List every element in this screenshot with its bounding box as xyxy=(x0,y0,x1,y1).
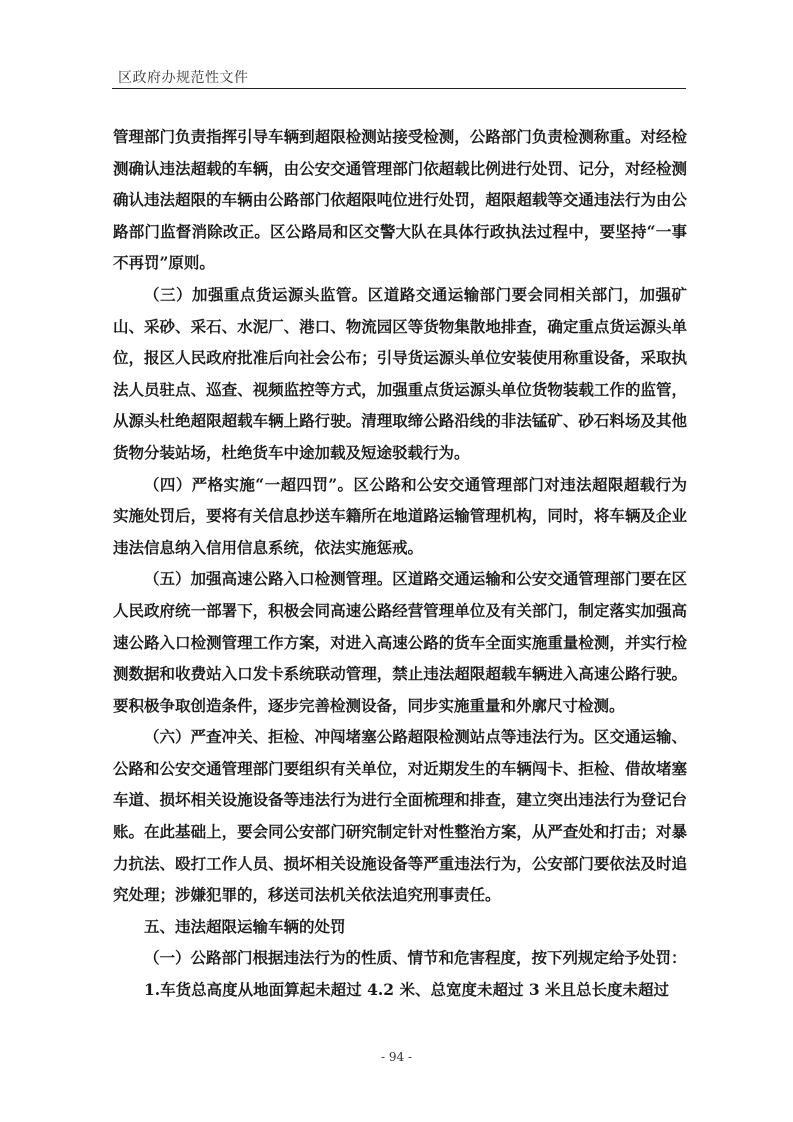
paragraph-section-five: （五）加强高速公路入口检测管理。区道路交通运输和公安交通管理部门要在区人民政府统一部署下，积极会同高速公路经营管理单位及有关部门，制定落实加强高速公路入口检测管理工作方案，对进入高速公路的货车全面实施重量检测，并实行检测数据和收费站入口发卡系统联动管理，禁止违法超限超载车辆进入高速公路行驶。要积极争取创造条件，逐步完善检测设备，同步实施重量和外廓尺寸检测。 xyxy=(113,569,687,715)
page-number: - 94 - xyxy=(380,1050,412,1064)
paragraph-continuation: 管理部门负责指挥引导车辆到超限检测站接受检测，公路部门负责检测称重。对经检测确认违法超载的车辆，由公安交通管理部门依超载比例进行处罚、记分，对经检测确认违法超限的车辆由公路部门依超限吨位进行处罚，超限超载等交通违法行为由公路部门监督消除改正。区公路局和区交警大队在具体行政执法过程中，要坚持“一事不再罚”原则。 xyxy=(113,127,687,273)
document-header-title: 区政府办规范性文件 xyxy=(118,70,249,86)
paragraph-penalty-one: （一）公路部门根据违法行为的性质、情节和危害程度，按下列规定给予处罚： xyxy=(144,948,687,968)
paragraph-section-six: （六）严查冲关、拒检、冲闯堵塞公路超限检测站点等违法行为。区交通运输、公路和公安交通管理部门要组织有关单位，对近期发生的车辆闯卡、拒检、借故堵塞车道、损坏相关设施设备等违法行为进行全面梳理和排查，建立突出违法行为登记台账。在此基础上，要会同公安部门研究制定针对性整治方案，从严查处和打击；对暴力抗法、殴打工作人员、损坏相关设施设备等严重违法行为，公安部门要依法及时追究处理；涉嫌犯罪的，移送司法机关依法追究刑事责任。 xyxy=(113,727,687,905)
document-body xyxy=(113,121,687,1006)
header-divider xyxy=(112,88,686,89)
paragraph-item-one: 1.车货总高度从地面算起未超过 4.2 米、总宽度未超过 3 米且总长度未超过 xyxy=(144,980,670,1000)
paragraph-section-four: （四）严格实施“一超四罚”。区公路和公安交通管理部门对违法超限超载行为实施处罚后，要将有关信息抄送车籍所在地道路运输管理机构，同时，将车辆及企业违法信息纳入信用信息系统，依法实施惩戒。 xyxy=(113,474,687,557)
section-heading-penalties: 五、违法超限运输车辆的处罚 xyxy=(144,916,346,936)
paragraph-section-three: （三）加强重点货运源头监管。区道路交通运输部门要会同相关部门，加强矿山、采砂、采石、水泥厂、港口、物流园区等货物集散地排查，确定重点货运源头单位，报区人民政府批准后向社会公布；引导货运源头单位安装使用称重设备，采取执法人员驻点、巡查、视频监控等方式，加强重点货运源头单位货物装载工作的监管，从源头杜绝超限超载车辆上路行驶。清理取缔公路沿线的非法锰矿、砂石料场及其他货物分装站场，杜绝货车中途加载及短途驳载行为。 xyxy=(113,284,687,462)
